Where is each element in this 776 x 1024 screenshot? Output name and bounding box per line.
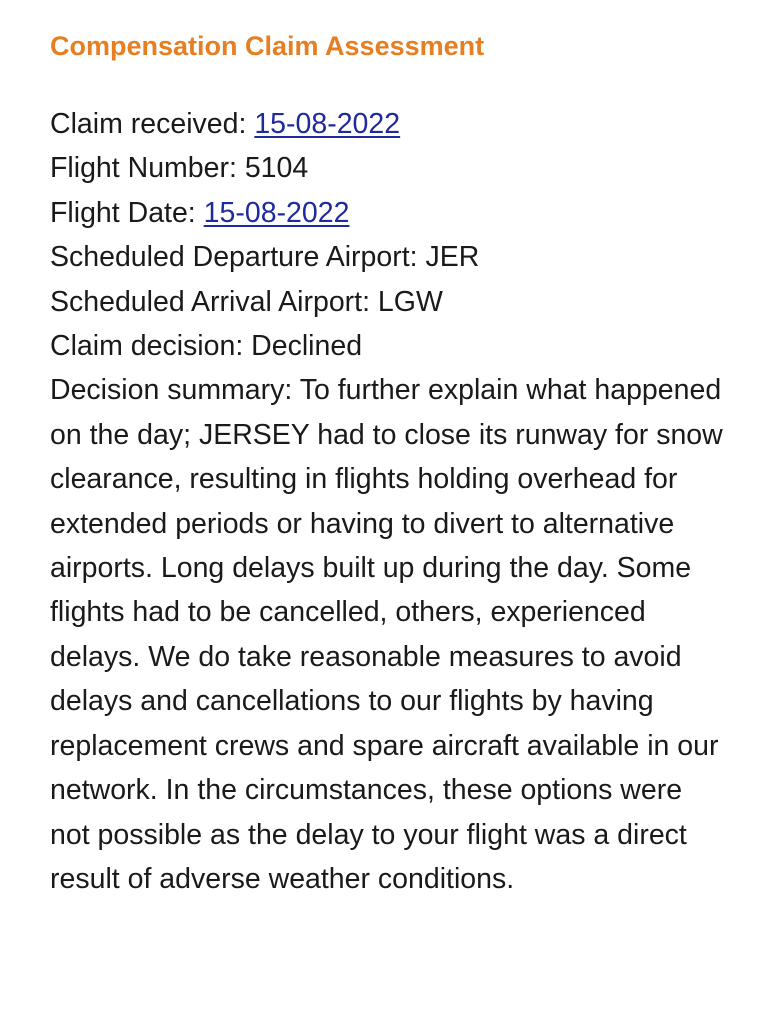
departure-airport-value: JER xyxy=(425,241,480,274)
decision-summary-text: To further explain what happened on the day; JERSEY had to close its runway for snow clearance, resulting in flights holding overhead for extended periods or having to divert to alternative airports. Long delays built up during the day. Some flights had to be cancelled, others, experienced delays. We do take reasonable measures to avoid delays and cancellations to our flights by having replacement crews and spare aircraft available in our network. In the circumstances, these options were not possible as the delay to your flight was a direct result of adverse weather conditions. xyxy=(50,374,723,895)
flight-date-label: Flight Date: xyxy=(50,196,204,229)
flight-number-label: Flight Number: xyxy=(50,152,245,185)
departure-airport-label: Scheduled Departure Airport: xyxy=(50,241,426,274)
arrival-airport-row xyxy=(50,280,746,324)
arrival-airport-value: LGW xyxy=(377,285,443,318)
flight-number-value: 5104 xyxy=(244,152,309,185)
flight-number-row xyxy=(50,146,746,190)
flight-date-link[interactable]: 15-08-2022 xyxy=(203,196,350,229)
claim-decision-label: Claim decision: xyxy=(50,330,252,363)
decision-summary-label: Decision summary: xyxy=(50,374,300,407)
claim-details xyxy=(50,102,746,901)
claim-decision-value: Declined xyxy=(251,330,363,363)
departure-airport-row xyxy=(50,235,746,279)
claim-received-label: Claim received: xyxy=(50,108,255,140)
flight-date-row xyxy=(50,191,746,235)
decision-summary xyxy=(50,368,726,901)
page-title: Compensation Claim Assessment xyxy=(50,31,485,61)
claim-received-row xyxy=(50,102,746,146)
arrival-airport-label: Scheduled Arrival Airport: xyxy=(50,285,378,318)
claim-decision-row xyxy=(50,324,746,368)
claim-received-date-link[interactable]: 15-08-2022 xyxy=(254,108,401,140)
